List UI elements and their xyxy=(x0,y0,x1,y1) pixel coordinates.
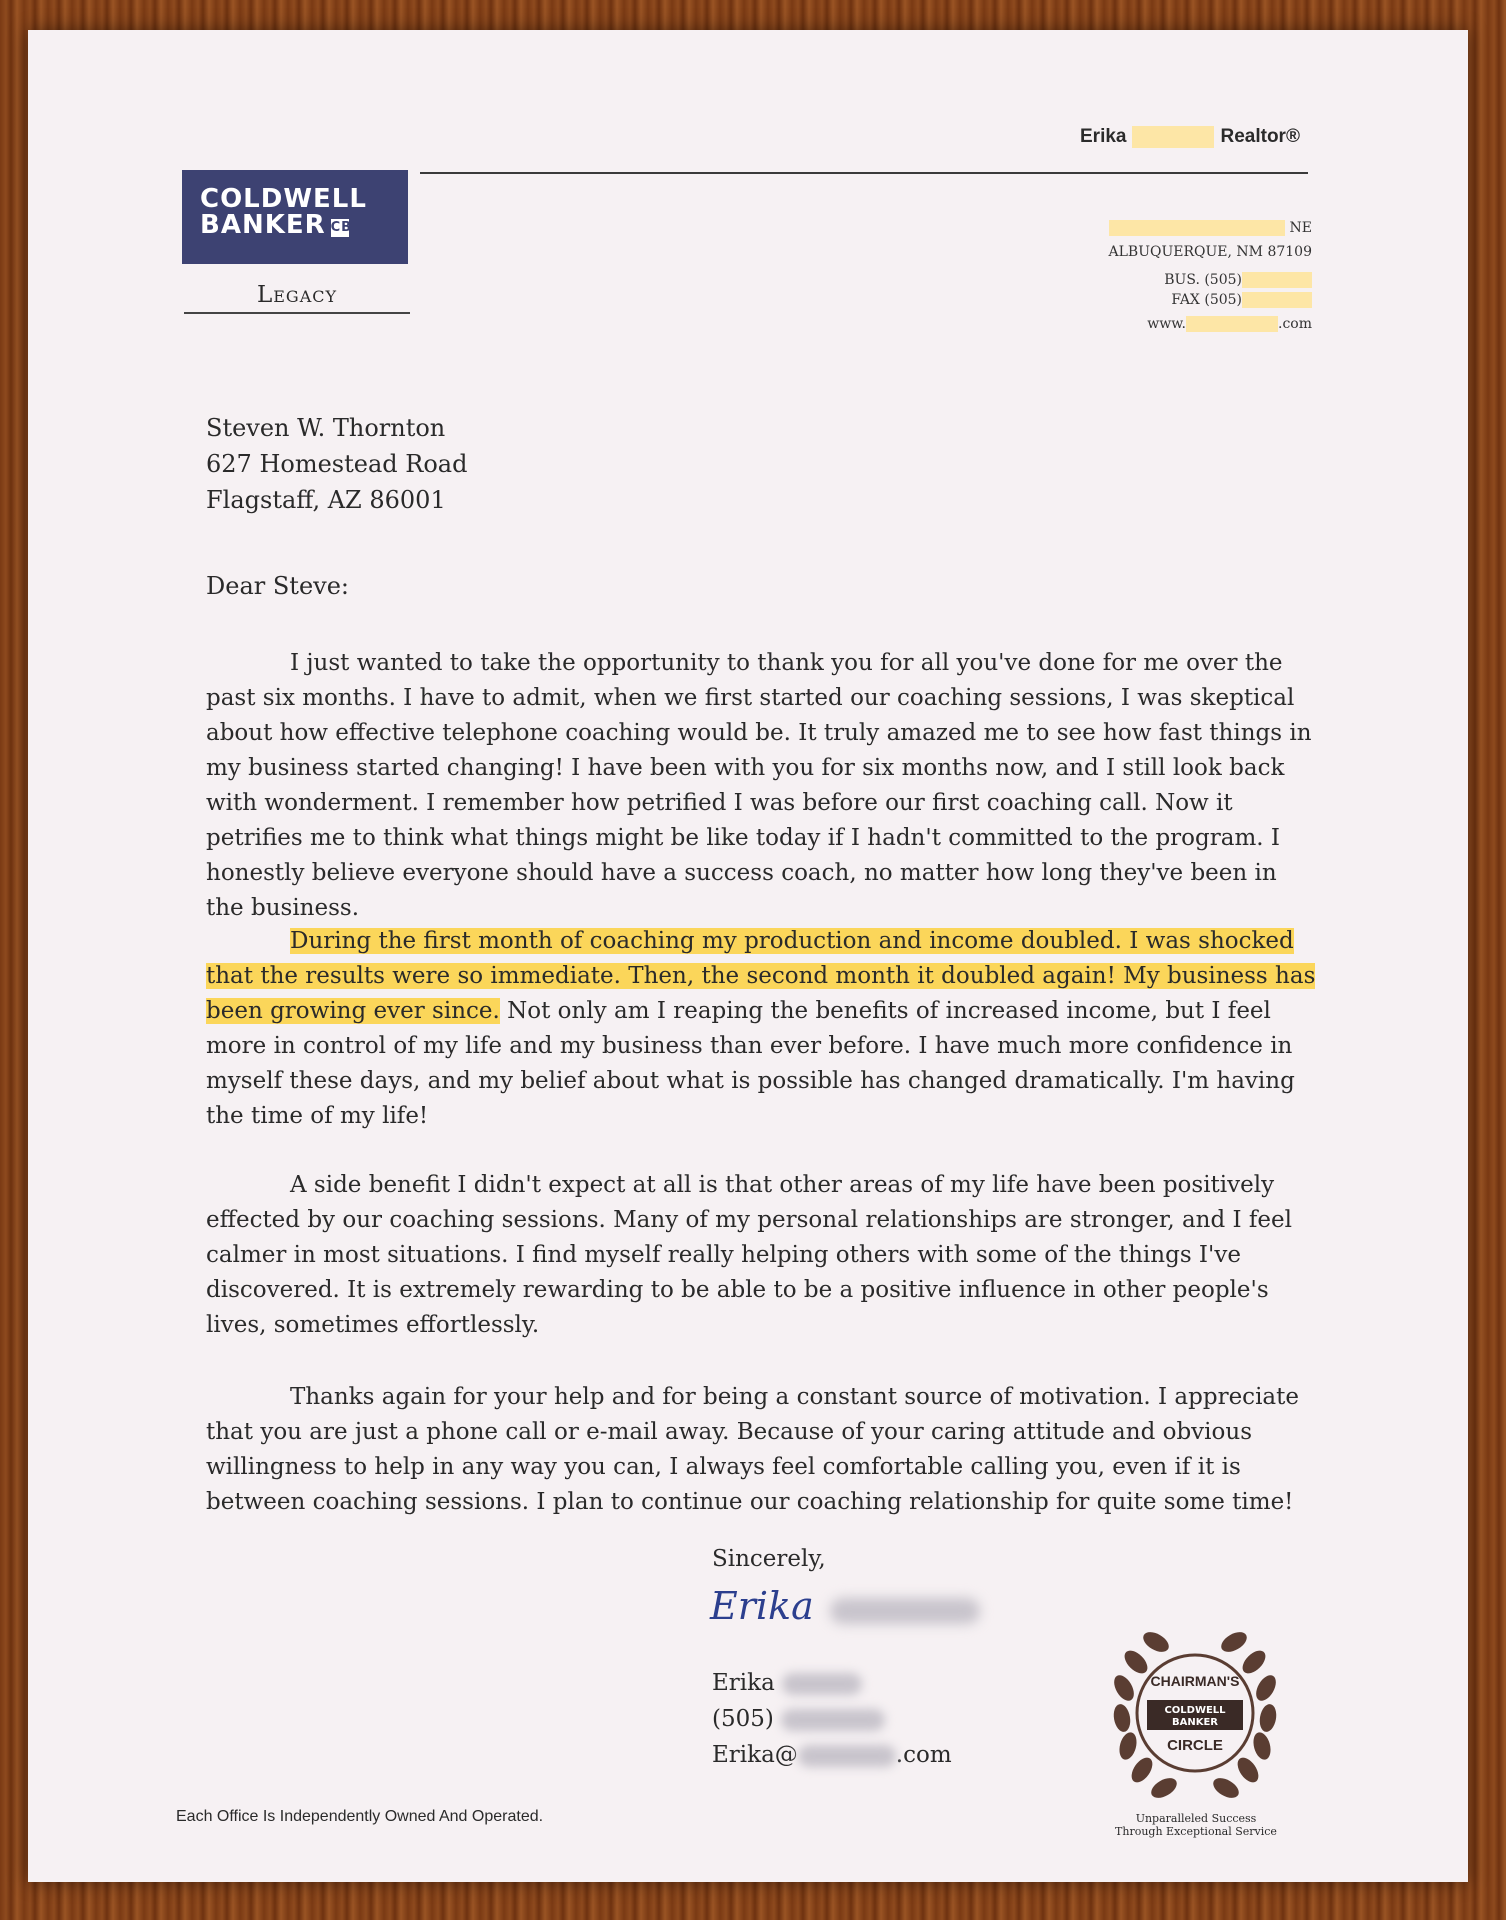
city-line: ALBUQUERQUE, NM 87109 xyxy=(1108,244,1312,260)
web-prefix: www. xyxy=(1147,316,1186,332)
agent-designation: Realtor® xyxy=(1220,126,1300,148)
email-suffix: .com xyxy=(895,1742,952,1768)
fax-label: FAX (505) xyxy=(1171,292,1242,308)
seal-bottom-text: CIRCLE xyxy=(1167,1737,1223,1754)
paragraph-3: A side benefit I didn't expect at all is that other areas of my life have been positively effected by our coaching sessions. Many of my personal relationships are stronger, and I feel calmer in most situations. I find myself really helping others with some of the things I've discovered. It is extremely rewarding to be able to be a positive influence in other people's lives, sometimes effortlessly. xyxy=(206,1172,1293,1338)
website xyxy=(1080,316,1312,332)
web-suffix: .com xyxy=(1278,316,1312,332)
company-logo xyxy=(182,170,408,264)
recipient-city: Flagstaff, AZ 86001 xyxy=(206,486,446,514)
cb-mark-icon: CB xyxy=(330,220,353,235)
tagline-line-2: Through Exceptional Service xyxy=(1115,1825,1277,1838)
logo-line-1: COLDWELL xyxy=(200,184,367,214)
seal-logo-line-1: COLDWELL xyxy=(1164,1705,1226,1716)
logo-line-2: BANKER xyxy=(200,210,326,240)
agent-title xyxy=(1080,126,1300,148)
redaction-mark xyxy=(1132,126,1214,148)
valediction: Sincerely, xyxy=(712,1546,826,1572)
blurred-signature xyxy=(830,1598,980,1624)
seal-logo-line-2: BANKER xyxy=(1171,1717,1219,1728)
paragraph-4: Thanks again for your help and for being a constant source of motivation. I appreciate that you are just a phone call or e-mail away. Because of your caring attitude and obvious willingness to help in any way you can, I always feel comfortable calling you, even if it is between coaching sessions. I plan to continue our coaching relationship for quite some time! xyxy=(206,1384,1299,1515)
chairmans-circle-seal-icon xyxy=(1100,1618,1290,1808)
fax-number xyxy=(1080,292,1312,308)
recipient-street: 627 Homestead Road xyxy=(206,450,468,478)
business-phone xyxy=(1080,272,1312,288)
highlighted-text: During the first month of coaching my production and income doubled. I was shocked that the results were so immediate. Then, the second month it doubled again! My business has been growing ever since. xyxy=(206,928,1316,1024)
sender-first-name: Erika xyxy=(712,1670,775,1696)
email-prefix: Erika@ xyxy=(712,1742,798,1768)
seal-top-text: CHAIRMAN'S xyxy=(1150,1673,1240,1689)
redaction-mark xyxy=(1242,292,1312,308)
paragraph-2-rest: Not only am I reaping the benefits of increased income, but I feel more in control of my life and my business than ever before. I have much more confidence in myself these days, and my belief about what is possible has changed dramatically. I'm having the time of my life! xyxy=(206,998,1295,1129)
paragraph-2 xyxy=(206,924,1316,1134)
paragraph-1: I just wanted to take the opportunity to thank you for all you've done for me over the past six months. I have to admit, when we first started our coaching sessions, I was skeptical about how effective telephone coaching would be. It truly amazed me to see how fast things in my business started changing! I have been with you for six months now, and I still look back with wonderment. I remember how petrified I was before our first coaching call. Now it petrifies me to think what things might be like today if I hadn't committed to the program. I honestly believe everyone should have a success coach, no matter how long they've been in the business. xyxy=(206,650,1312,921)
blurred-text xyxy=(781,1709,885,1731)
redaction-mark xyxy=(1242,272,1312,288)
blurred-text xyxy=(798,1745,896,1767)
sender-email xyxy=(712,1742,952,1768)
redaction-mark xyxy=(1109,220,1285,236)
agent-first-name: Erika xyxy=(1080,126,1127,148)
office-name: Legacy xyxy=(184,282,410,314)
street-line xyxy=(1100,220,1312,236)
seal-tagline xyxy=(1098,1812,1294,1838)
header-rule xyxy=(420,172,1308,174)
salutation: Dear Steve: xyxy=(206,572,349,600)
street-suffix: NE xyxy=(1289,220,1312,236)
business-phone-label: BUS. (505) xyxy=(1164,272,1242,288)
independent-office-note: Each Office Is Independently Owned And Operated. xyxy=(176,1808,544,1825)
sender-name xyxy=(712,1670,862,1696)
recipient-address xyxy=(206,410,467,518)
tagline-line-1: Unparalleled Success xyxy=(1135,1812,1257,1825)
sender-phone xyxy=(712,1706,885,1732)
blurred-text xyxy=(782,1673,862,1695)
handwritten-signature: Erika xyxy=(710,1584,814,1628)
recipient-name: Steven W. Thornton xyxy=(206,414,446,442)
redaction-mark xyxy=(1186,316,1278,332)
sender-phone-prefix: (505) xyxy=(712,1706,774,1732)
